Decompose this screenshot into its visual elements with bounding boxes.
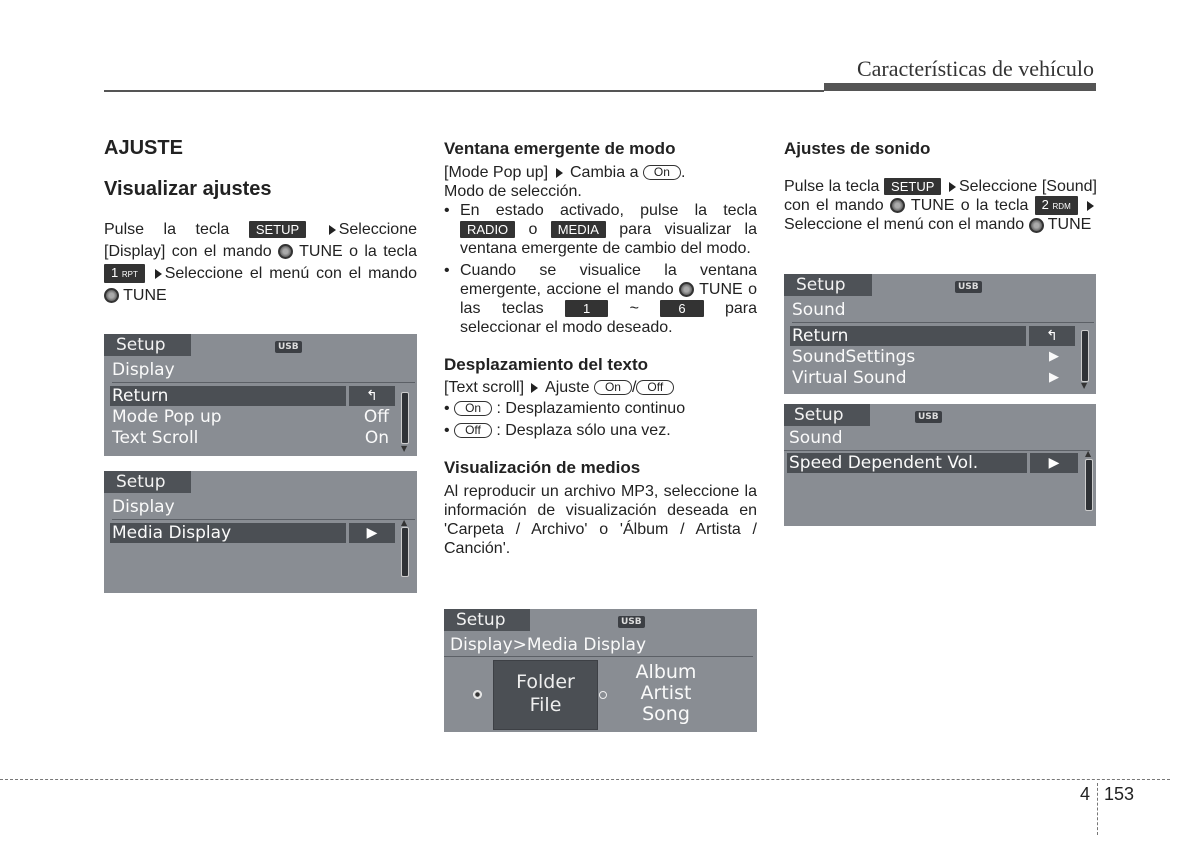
instruction-paragraph (784, 177, 1097, 234)
option-album-artist-song[interactable] (620, 662, 712, 725)
screen-subtitle: Sound (792, 300, 846, 320)
arrow-right-icon (329, 225, 336, 235)
subsection-heading: Visualizar ajustes (104, 178, 272, 200)
media-display-paragraph: Al reproducir un archivo MP3, seleccione la información de visualización deseada en 'Carpeta / Archivo' o 'Álbum / Artista / Canción'. (444, 483, 757, 557)
divider (112, 382, 415, 383)
scrollbar[interactable] (1081, 330, 1089, 382)
usb-badge: USB (915, 411, 942, 423)
text: o (528, 221, 538, 238)
arrow-right-icon (949, 182, 956, 192)
screen-subtitle: Display (112, 360, 175, 380)
radio-unselected-icon[interactable] (599, 691, 607, 699)
arrow-right-icon[interactable]: ▶ (349, 523, 395, 543)
text: [Mode Pop up] (444, 164, 549, 181)
key-label: 2 (1041, 197, 1049, 213)
text: Seleccione [Display] con el mando (104, 221, 417, 260)
option-label: Song (642, 703, 690, 725)
text: Cambia a (569, 164, 639, 181)
scrollbar[interactable] (401, 392, 409, 444)
header-rule-thick (824, 83, 1096, 91)
option-label: File (529, 694, 562, 716)
text: TUNE o la tecla (299, 243, 418, 260)
text: En estado activado, pulse la tecla (460, 202, 757, 219)
column-3 (784, 139, 1097, 234)
lcd-screen-media-display (104, 471, 417, 593)
bullet-item (444, 261, 757, 337)
text: para seleccionar el modo deseado. (460, 300, 757, 336)
text: Seleccione [Sound] con el mando (784, 178, 1097, 214)
key-6: 6 (660, 300, 703, 317)
text: [Text scroll] (444, 379, 525, 396)
return-icon[interactable]: ↰ (1029, 326, 1075, 346)
arrow-right-icon (556, 168, 563, 178)
usb-badge: USB (955, 281, 982, 293)
footer-rule (0, 779, 1170, 780)
section-title-media-display: Visualización de medios (444, 458, 641, 477)
section-heading: AJUSTE (104, 137, 183, 159)
bullet-dot: • (444, 262, 450, 279)
bullet-item (444, 399, 757, 418)
divider (784, 450, 1090, 451)
scrollbar[interactable] (1085, 459, 1093, 511)
key-sublabel: RPT (121, 270, 138, 280)
setup-tab: Setup (104, 334, 191, 356)
return-icon[interactable]: ↰ (349, 386, 395, 406)
text: ~ (629, 300, 639, 317)
setup-tab: Setup (784, 274, 872, 296)
off-pill: Off (454, 423, 492, 438)
arrow-right-icon (531, 383, 538, 393)
chevron-right-icon: ▶ (1049, 349, 1059, 364)
menu-item-virtual-sound[interactable]: Virtual Sound (792, 368, 907, 388)
divider (444, 656, 753, 657)
section-title-mode-popup: Ventana emergente de modo (444, 139, 676, 158)
text: / (631, 379, 637, 396)
section-title-sound: Ajustes de sonido (784, 139, 931, 158)
bullet-item (444, 201, 757, 258)
text-scroll-line (444, 378, 757, 397)
option-label: Album (635, 661, 697, 683)
option-label: Artist (640, 682, 692, 704)
key-sublabel: RDM (1052, 202, 1071, 212)
scroll-up-icon: ▲ (401, 518, 408, 527)
menu-item-mode-pop-up[interactable]: Mode Pop up (112, 407, 222, 427)
on-pill: On (454, 401, 492, 416)
off-pill: Off (636, 380, 674, 395)
on-pill: On (594, 380, 632, 395)
text: TUNE (123, 287, 167, 304)
chapter-number: 4 (1080, 784, 1091, 804)
text: TUNE o las teclas (460, 281, 758, 317)
menu-item-return[interactable]: Return (112, 386, 169, 406)
text: Cuando se visualice la ventana emergente, accione el mando (460, 262, 757, 298)
column-2 (444, 139, 757, 558)
menu-item-return[interactable]: Return (792, 326, 849, 346)
arrow-right-icon[interactable]: ▶ (1030, 453, 1078, 473)
chevron-right-icon: ▶ (1049, 370, 1059, 385)
divider (112, 519, 415, 520)
text: TUNE (1047, 216, 1092, 234)
bullet-dot: • (444, 422, 450, 439)
scrollbar[interactable] (401, 527, 409, 577)
option-label: Folder (516, 671, 575, 693)
screen-subtitle: Sound (789, 428, 843, 448)
header-rule (104, 90, 824, 92)
menu-item-sound-settings[interactable]: SoundSettings (792, 347, 916, 367)
key-1-rpt (104, 264, 145, 283)
section-title-text-scroll: Desplazamiento del texto (444, 355, 649, 374)
setup-tab: Setup (784, 404, 870, 426)
instruction-paragraph (104, 219, 417, 307)
option-folder-file[interactable] (493, 660, 598, 730)
mode-pop-up-value: Off (363, 407, 389, 427)
usb-badge: USB (275, 341, 302, 353)
setup-key: SETUP (884, 178, 941, 195)
scroll-up-icon: ▲ (1085, 449, 1092, 458)
text: Modo de selección. (444, 183, 582, 200)
text: Pulse la tecla (104, 221, 230, 238)
bullet-item (444, 421, 757, 440)
key-1: 1 (565, 300, 608, 317)
text: Ajuste (545, 379, 590, 396)
menu-item-speed-dependent-vol[interactable]: Speed Dependent Vol. (789, 453, 979, 473)
tune-knob-icon (278, 244, 293, 259)
menu-item-media-display[interactable]: Media Display (112, 523, 232, 543)
key-label: 1 (111, 265, 119, 281)
bullet-dot: • (444, 202, 450, 219)
usb-badge: USB (618, 616, 645, 628)
page-number: 153 (1104, 784, 1135, 804)
text: TUNE o la tecla (910, 197, 1029, 214)
lcd-screen-media-display-options (444, 609, 757, 732)
text: : Desplazamiento continuo (496, 400, 686, 417)
text-scroll-value: On (364, 428, 389, 448)
bullet-dot: • (444, 400, 450, 417)
scroll-down-icon: ▼ (401, 444, 408, 453)
text: Seleccione el menú con el mando (164, 265, 417, 282)
setup-key: SETUP (249, 221, 306, 238)
menu-item-text-scroll[interactable]: Text Scroll (112, 428, 199, 448)
divider (792, 322, 1094, 323)
lcd-screen-sound-settings (784, 274, 1096, 394)
screen-subtitle: Display>Media Display (450, 635, 647, 655)
setup-tab: Setup (444, 609, 530, 631)
text: : Desplaza sólo una vez. (496, 422, 671, 439)
media-key: MEDIA (551, 221, 606, 238)
text: para visualizar la ventana emergente de cambio del modo. (460, 221, 757, 257)
text: Seleccione el menú con el mando (784, 216, 1025, 234)
footer-divider (1097, 783, 1098, 835)
lcd-screen-display-settings (104, 334, 417, 456)
scroll-down-icon: ▼ (1081, 381, 1088, 390)
screen-subtitle: Display (112, 497, 175, 517)
radio-selected-icon[interactable] (473, 690, 482, 699)
tune-knob-icon (679, 282, 694, 297)
column-1 (104, 139, 417, 307)
tune-knob-icon (1029, 218, 1044, 233)
arrow-right-icon (1087, 201, 1094, 211)
tune-knob-icon (890, 198, 905, 213)
arrow-right-icon (155, 269, 162, 279)
setup-tab: Setup (104, 471, 191, 493)
page-header-title: Características de vehículo (856, 56, 1094, 81)
key-2-rdm (1035, 196, 1078, 215)
tune-knob-icon (104, 288, 119, 303)
text: Pulse la tecla (784, 178, 880, 195)
lcd-screen-speed-volume (784, 404, 1096, 526)
on-pill: On (643, 165, 681, 180)
mode-popup-line: [Mode Pop up] Cambia a On . (444, 164, 686, 181)
radio-key: RADIO (460, 221, 515, 238)
